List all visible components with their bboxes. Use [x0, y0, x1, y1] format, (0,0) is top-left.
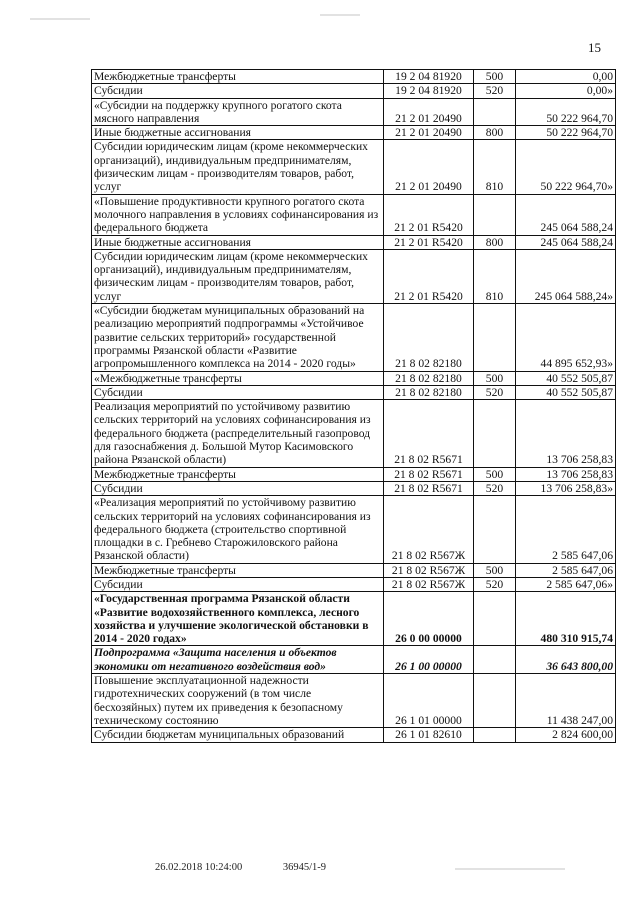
- row-amount: 245 064 588,24»: [516, 249, 616, 303]
- row-name: «Субсидии на поддержку крупного рогатого скота мясного направления: [92, 98, 384, 126]
- row-code: 21 2 01 R5420: [384, 235, 474, 249]
- row-code: 21 8 02 R5671: [384, 400, 474, 467]
- row-code: 21 8 02 82180: [384, 304, 474, 371]
- row-type: 520: [474, 84, 516, 98]
- row-amount: 2 824 600,00: [516, 728, 616, 742]
- row-amount: 2 585 647,06: [516, 563, 616, 577]
- row-name: «Субсидии бюджетам муниципальных образований на реализацию мероприятий подпрограммы «Устойчивое развитие сельских территорий» государственной программы Рязанской области «Развитие агропромышленного комплекса на 2014 - 2020 годы»: [92, 304, 384, 371]
- row-type: [474, 98, 516, 126]
- row-name: Межбюджетные трансферты: [92, 467, 384, 481]
- row-amount: 0,00: [516, 70, 616, 84]
- row-code: 19 2 04 81920: [384, 84, 474, 98]
- footer-doc-id: 36945/1-9: [282, 862, 327, 873]
- row-type: 520: [474, 481, 516, 495]
- row-name: Субсидии юридическим лицам (кроме некоммерческих организаций), индивидуальным предпринимателям, физическим лицам - производителям товаров, работ, услуг: [92, 249, 384, 303]
- row-name: Межбюджетные трансферты: [92, 70, 384, 84]
- row-code: 21 8 02 82180: [384, 385, 474, 399]
- table-row: [92, 467, 616, 481]
- row-name: Субсидии юридическим лицам (кроме некоммерческих организаций), индивидуальным предпринимателям, физическим лицам - производителям товаров, работ, услуг: [92, 140, 384, 194]
- row-amount: 2 585 647,06»: [516, 577, 616, 591]
- row-amount: 480 310 915,74: [516, 592, 616, 646]
- row-code: 21 8 02 82180: [384, 371, 474, 385]
- row-amount: 40 552 505,87: [516, 385, 616, 399]
- row-code: 21 8 02 R567Ж: [384, 563, 474, 577]
- table-row: [92, 592, 616, 646]
- row-code: 21 2 01 R5420: [384, 249, 474, 303]
- row-type: 500: [474, 70, 516, 84]
- footer: [155, 862, 364, 873]
- footer-datetime: 26.02.2018 10:24:00: [155, 862, 243, 873]
- table-row: [92, 304, 616, 371]
- table-row: [92, 400, 616, 467]
- row-amount: 50 222 964,70: [516, 126, 616, 140]
- table-row: [92, 728, 616, 742]
- row-amount: 2 585 647,06: [516, 496, 616, 563]
- row-amount: 13 706 258,83»: [516, 481, 616, 495]
- row-type: [474, 646, 516, 674]
- budget-table: [91, 69, 616, 743]
- row-name: Иные бюджетные ассигнования: [92, 126, 384, 140]
- row-name: Субсидии: [92, 84, 384, 98]
- row-type: [474, 304, 516, 371]
- row-name: «Реализация мероприятий по устойчивому развитию сельских территорий на условиях софинансирования из федерального бюджета (строительство спортивной площадки в с. Гребнево Старожиловского района Рязанской области): [92, 496, 384, 563]
- table-row: [92, 140, 616, 194]
- row-amount: 50 222 964,70»: [516, 140, 616, 194]
- page-number: 15: [588, 40, 601, 55]
- scan-artifact: [30, 18, 90, 20]
- row-name: Подпрограмма «Защита населения и объектов экономики от негативного воздействия вод»: [92, 646, 384, 674]
- row-code: 21 8 02 R5671: [384, 467, 474, 481]
- table-row: [92, 577, 616, 591]
- row-amount: 13 706 258,83: [516, 467, 616, 481]
- row-code: 21 8 02 R567Ж: [384, 577, 474, 591]
- table-row: [92, 674, 616, 728]
- row-amount: 36 643 800,00: [516, 646, 616, 674]
- row-type: 500: [474, 371, 516, 385]
- row-amount: 11 438 247,00: [516, 674, 616, 728]
- row-type: 810: [474, 249, 516, 303]
- table-row: [92, 385, 616, 399]
- row-code: 21 2 01 R5420: [384, 194, 474, 235]
- table-row: [92, 496, 616, 563]
- row-code: 26 1 00 00000: [384, 646, 474, 674]
- row-code: 26 1 01 82610: [384, 728, 474, 742]
- row-name: Субсидии бюджетам муниципальных образований: [92, 728, 384, 742]
- table-row: [92, 563, 616, 577]
- row-type: 810: [474, 140, 516, 194]
- row-code: 21 8 02 R5671: [384, 481, 474, 495]
- row-type: [474, 674, 516, 728]
- row-name: «Межбюджетные трансферты: [92, 371, 384, 385]
- table-row: [92, 194, 616, 235]
- row-type: [474, 728, 516, 742]
- row-name: Межбюджетные трансферты: [92, 563, 384, 577]
- row-name: Субсидии: [92, 481, 384, 495]
- row-name: Иные бюджетные ассигнования: [92, 235, 384, 249]
- table-row: [92, 481, 616, 495]
- row-type: 520: [474, 577, 516, 591]
- row-type: [474, 592, 516, 646]
- row-amount: 245 064 588,24: [516, 194, 616, 235]
- row-code: 21 8 02 R567Ж: [384, 496, 474, 563]
- row-name: Субсидии: [92, 385, 384, 399]
- row-type: [474, 194, 516, 235]
- row-code: 21 2 01 20490: [384, 98, 474, 126]
- row-amount: 0,00»: [516, 84, 616, 98]
- table-row: [92, 98, 616, 126]
- row-code: 21 2 01 20490: [384, 126, 474, 140]
- table-row: [92, 249, 616, 303]
- row-name: Реализация мероприятий по устойчивому развитию сельских территорий на условиях софинансирования из федерального бюджета (распределительный газопровод для газоснабжения д. Большой Мутор Касимовского района Рязанской области): [92, 400, 384, 467]
- row-name: «Повышение продуктивности крупного рогатого скота молочного направления в условиях софинансирования из федерального бюджета: [92, 194, 384, 235]
- row-name: Повышение эксплуатационной надежности гидротехнических сооружений (в том числе бесхозяйных) путем их приведения к безопасному техническому состоянию: [92, 674, 384, 728]
- table-row: [92, 646, 616, 674]
- row-code: 21 2 01 20490: [384, 140, 474, 194]
- row-amount: 13 706 258,83: [516, 400, 616, 467]
- row-code: 26 0 00 00000: [384, 592, 474, 646]
- row-type: 500: [474, 563, 516, 577]
- row-amount: 44 895 652,93»: [516, 304, 616, 371]
- table-row: [92, 70, 616, 84]
- table-row: [92, 126, 616, 140]
- row-amount: 40 552 505,87: [516, 371, 616, 385]
- row-name: «Государственная программа Рязанской области «Развитие водохозяйственного комплекса, лесного хозяйства и улучшение экологической обстановки в 2014 - 2020 годах»: [92, 592, 384, 646]
- row-code: 26 1 01 00000: [384, 674, 474, 728]
- row-type: 500: [474, 467, 516, 481]
- row-code: 19 2 04 81920: [384, 70, 474, 84]
- row-type: [474, 496, 516, 563]
- table-row: [92, 371, 616, 385]
- table-row: [92, 235, 616, 249]
- scan-artifact: [320, 14, 360, 16]
- row-name: Субсидии: [92, 577, 384, 591]
- row-type: 800: [474, 235, 516, 249]
- row-amount: 50 222 964,70: [516, 98, 616, 126]
- row-type: 800: [474, 126, 516, 140]
- row-amount: 245 064 588,24: [516, 235, 616, 249]
- row-type: [474, 400, 516, 467]
- scan-artifact: [455, 868, 565, 870]
- row-type: 520: [474, 385, 516, 399]
- table-row: [92, 84, 616, 98]
